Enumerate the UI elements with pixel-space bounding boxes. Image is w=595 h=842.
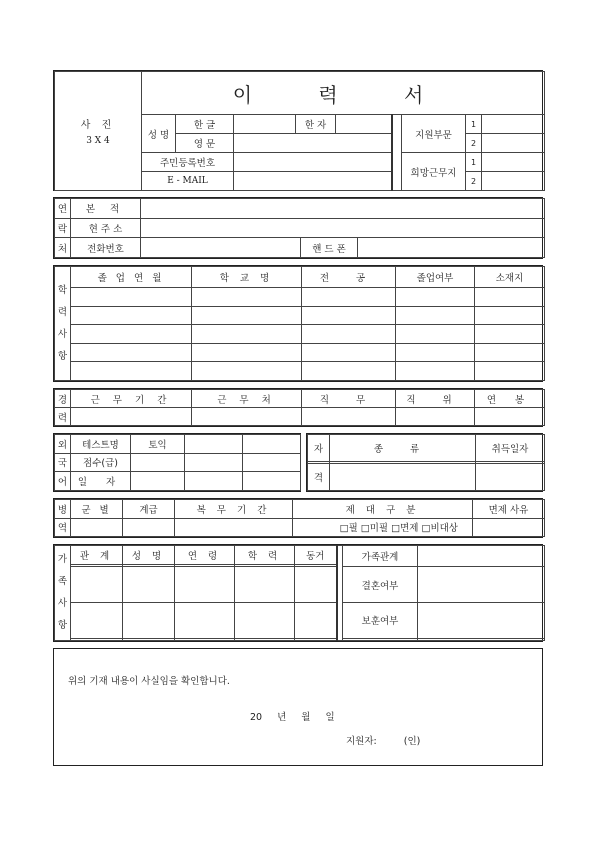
family-cell[interactable] [295, 638, 337, 640]
career-header-salary: 연 봉 [475, 390, 545, 408]
family-extra-cell[interactable] [418, 638, 545, 640]
career-cell[interactable] [302, 408, 396, 426]
military-side-2: 역 [55, 518, 71, 537]
career-header-workplace: 근 무 처 [192, 390, 302, 408]
applicant-signature[interactable]: 지원자: (인) [346, 736, 421, 747]
language-cell[interactable] [243, 453, 301, 472]
veteran-label: 보훈여부 [343, 603, 418, 639]
certificate-side-2: 격 [308, 463, 330, 490]
edu-header-status: 졸업여부 [396, 267, 475, 288]
career-cell[interactable] [475, 408, 545, 426]
language-cell[interactable] [243, 435, 301, 454]
hangul-field[interactable] [234, 115, 296, 134]
address-label: 현 주 소 [71, 218, 141, 238]
career-section [53, 388, 543, 427]
language-side-1: 외 [55, 435, 71, 454]
contact-side-3: 처 [55, 238, 71, 258]
military-exemption-label: 면제 사유 [473, 500, 545, 519]
edu-cell[interactable] [302, 288, 396, 307]
career-header-duty: 직 무 [302, 390, 396, 408]
mobile-label: 핸 드 폰 [301, 238, 358, 258]
edu-header-location: 소재지 [475, 267, 545, 288]
family-cell[interactable] [123, 603, 175, 639]
military-rank-label: 계급 [123, 500, 175, 519]
family-header-education: 학 력 [235, 546, 295, 565]
support-dept-field1[interactable] [482, 115, 545, 134]
edu-cell[interactable] [396, 343, 475, 362]
family-relation-field[interactable] [418, 546, 545, 567]
language-section [53, 433, 301, 492]
family-header-relation: 관 계 [71, 546, 123, 565]
language-side-2: 국 [55, 453, 71, 472]
family-header-age: 연 령 [175, 546, 235, 565]
edu-cell[interactable] [475, 325, 545, 344]
military-cell[interactable] [71, 518, 123, 537]
military-cell[interactable] [473, 518, 545, 537]
edu-cell[interactable] [396, 325, 475, 344]
career-header-position: 직 위 [396, 390, 475, 408]
edu-cell[interactable] [71, 306, 192, 325]
photo-size: 3 X 4 [86, 136, 110, 146]
domicile-field[interactable] [141, 199, 545, 219]
edu-cell[interactable] [192, 343, 302, 362]
family-header-cohabit: 동거 [295, 546, 337, 565]
confirm-date: 20 년 월 일 [250, 712, 335, 723]
family-cell[interactable] [175, 603, 235, 639]
edu-cell[interactable] [192, 306, 302, 325]
career-header-period: 근 무 기 간 [71, 390, 192, 408]
support-dept-no1: 1 [466, 115, 482, 134]
family-cell[interactable] [175, 567, 235, 603]
family-cell[interactable] [71, 603, 123, 639]
hanja-field[interactable] [336, 115, 392, 134]
support-dept-label: 지원부문 [402, 115, 466, 153]
email-field[interactable] [234, 172, 392, 191]
edu-header-major: 전 공 [302, 267, 396, 288]
career-cell[interactable] [396, 408, 475, 426]
discharge-options[interactable]: □필 □미필 □면제 □비대상 [293, 518, 473, 537]
edu-cell[interactable] [71, 288, 192, 307]
edu-cell[interactable] [475, 306, 545, 325]
language-cell[interactable] [243, 472, 301, 491]
test-name-label: 테스트명 [71, 435, 131, 454]
header-section [53, 70, 543, 191]
edu-cell[interactable] [192, 362, 302, 381]
edu-cell[interactable] [475, 362, 545, 381]
military-cell[interactable] [175, 518, 293, 537]
language-cell[interactable] [185, 435, 243, 454]
address-field[interactable] [141, 218, 545, 238]
language-cell[interactable] [131, 453, 185, 472]
family-cell[interactable] [123, 567, 175, 603]
contact-side-2: 락 [55, 218, 71, 238]
family-header-name: 성 명 [123, 546, 175, 565]
military-side-1: 병 [55, 500, 71, 519]
family-cell[interactable] [71, 638, 123, 640]
family-cell[interactable] [175, 638, 235, 640]
cert-cell[interactable] [476, 463, 545, 490]
family-cell[interactable] [71, 567, 123, 603]
career-side-2: 력 [55, 408, 71, 426]
edu-cell[interactable] [71, 325, 192, 344]
contact-section [53, 197, 543, 259]
career-cell[interactable] [192, 408, 302, 426]
family-cell[interactable] [235, 603, 295, 639]
edu-cell[interactable] [302, 325, 396, 344]
military-period-label: 복 무 기 간 [175, 500, 293, 519]
domicile-label: 본 적 [71, 199, 141, 219]
career-cell[interactable] [71, 408, 192, 426]
language-side-3: 어 [55, 472, 71, 491]
confirm-statement: 위의 기재 내용이 사실임을 확인합니다. [68, 676, 230, 687]
english-label: 영 문 [176, 134, 234, 153]
resident-no-label: 주민등록번호 [142, 153, 234, 172]
edu-cell[interactable] [396, 288, 475, 307]
education-side-label: 학 력 사 항 [55, 267, 71, 381]
confirm-section [53, 648, 543, 766]
contact-side-1: 연 [55, 199, 71, 219]
edu-cell[interactable] [396, 306, 475, 325]
edu-cell[interactable] [71, 343, 192, 362]
edu-header-school: 학 교 명 [192, 267, 302, 288]
phone-label: 전화번호 [71, 238, 141, 258]
score-label: 점수(급) [71, 453, 131, 472]
cert-cell[interactable] [330, 463, 476, 490]
desired-location-field1[interactable] [482, 153, 545, 172]
resident-no-field[interactable] [234, 153, 392, 172]
cert-acquired-label: 취득일자 [476, 435, 545, 462]
desired-location-no2: 2 [466, 172, 482, 191]
email-label: E - MAIL [142, 172, 234, 191]
certificate-side-1: 자 [308, 435, 330, 462]
married-label: 결혼여부 [343, 567, 418, 603]
cert-kind-label: 종 류 [330, 435, 476, 462]
military-discharge-label: 제 대 구 분 [293, 500, 473, 519]
hangul-label: 한 글 [176, 115, 234, 134]
edu-cell[interactable] [396, 362, 475, 381]
family-cell[interactable] [123, 638, 175, 640]
edu-cell[interactable] [192, 288, 302, 307]
support-dept-field2[interactable] [482, 134, 545, 153]
english-field[interactable] [234, 134, 392, 153]
military-section [53, 498, 543, 538]
language-cell[interactable] [131, 472, 185, 491]
name-label: 성 명 [142, 115, 176, 153]
language-cell[interactable] [185, 472, 243, 491]
desired-location-field2[interactable] [482, 172, 545, 191]
mobile-field[interactable] [358, 238, 545, 258]
married-field[interactable] [418, 567, 545, 603]
career-side-1: 경 [55, 390, 71, 408]
family-extra-cell[interactable] [343, 638, 418, 640]
edu-cell[interactable] [302, 343, 396, 362]
phone-field[interactable] [141, 238, 301, 258]
military-branch-label: 군 별 [71, 500, 123, 519]
edu-cell[interactable] [302, 362, 396, 381]
date-label: 일 자 [71, 472, 131, 491]
language-cell[interactable] [185, 453, 243, 472]
family-side-label: 가 족 사 항 [55, 546, 71, 641]
family-cell[interactable] [235, 567, 295, 603]
family-relation-label: 가족관계 [343, 546, 418, 567]
education-section [53, 265, 543, 382]
certificate-section [306, 433, 543, 492]
hanja-label: 한 자 [296, 115, 336, 134]
edu-cell[interactable] [475, 343, 545, 362]
photo-label: 사 진 [80, 120, 116, 131]
veteran-field[interactable] [418, 603, 545, 639]
edu-cell[interactable] [71, 362, 192, 381]
family-section [53, 544, 543, 642]
edu-cell[interactable] [302, 306, 396, 325]
edu-cell[interactable] [475, 288, 545, 307]
edu-header-graduation: 졸 업 연 월 [71, 267, 192, 288]
photo-box[interactable] [55, 72, 142, 191]
page-title: 이 력 서 [142, 72, 545, 115]
family-cell[interactable] [295, 603, 337, 639]
desired-location-label: 희망근무지 [402, 153, 466, 191]
toeic-label: 토익 [131, 435, 185, 454]
support-dept-no2: 2 [466, 134, 482, 153]
desired-location-no1: 1 [466, 153, 482, 172]
family-cell[interactable] [235, 638, 295, 640]
military-cell[interactable] [123, 518, 175, 537]
family-cell[interactable] [295, 567, 337, 603]
header-divider [392, 115, 402, 191]
edu-cell[interactable] [192, 325, 302, 344]
